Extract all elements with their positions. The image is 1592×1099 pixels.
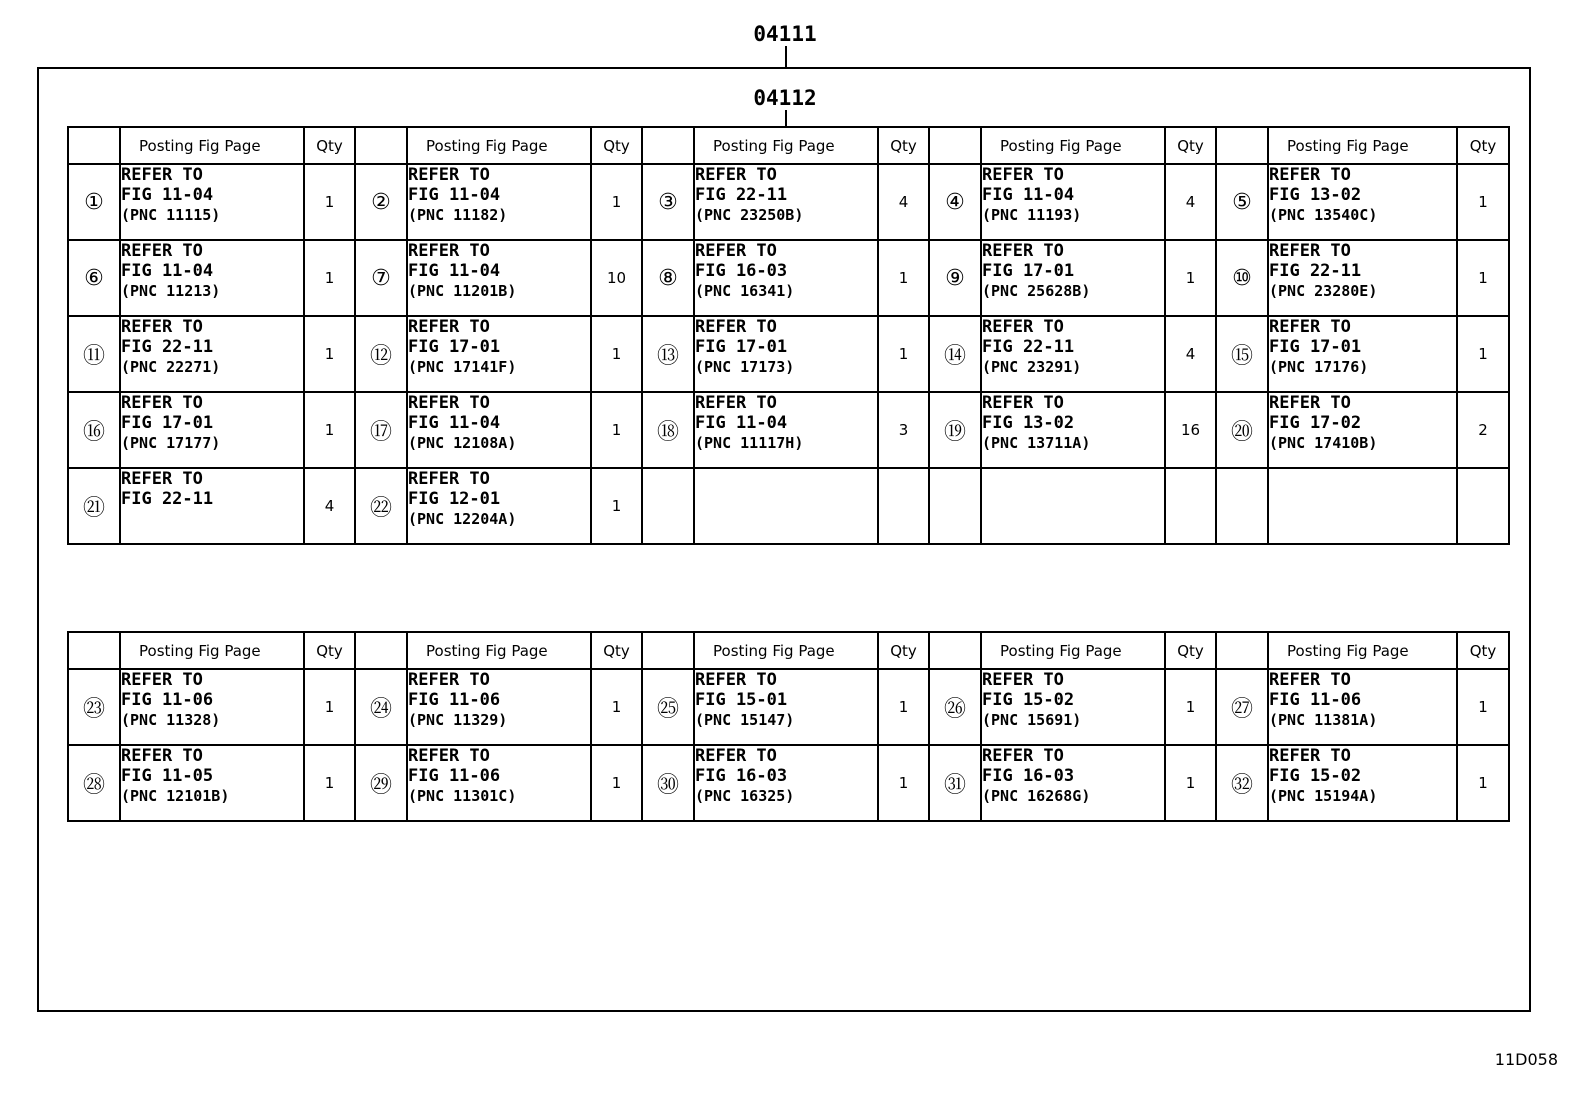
refer-to-cell xyxy=(407,316,591,392)
item-number: ⑰ xyxy=(355,392,407,468)
header-posting-fig-page: Posting Fig Page xyxy=(407,127,591,164)
fig-page-ref: FIG 22-11 xyxy=(121,337,214,357)
item-number: ㉚ xyxy=(642,745,694,821)
refer-to-cell xyxy=(120,468,304,544)
pnc-ref: (PNC 23250B) xyxy=(695,206,804,224)
pnc-ref: (PNC 11329) xyxy=(408,711,508,729)
pnc-ref: (PNC 12101B) xyxy=(121,787,230,805)
refer-to-cell xyxy=(694,392,878,468)
fig-page-ref: FIG 11-04 xyxy=(121,261,214,281)
fig-page-ref: FIG 13-02 xyxy=(982,413,1075,433)
item-number: ㉑ xyxy=(68,468,120,544)
qty-value: 1 xyxy=(1457,164,1509,240)
refer-to-line: REFER TO xyxy=(1269,393,1351,413)
header-qty: Qty xyxy=(878,127,929,164)
inner-assembly-label: 04112 xyxy=(753,86,817,110)
refer-to-line: REFER TO xyxy=(408,670,490,690)
qty-value: 1 xyxy=(1457,316,1509,392)
pnc-ref: (PNC 17177) xyxy=(121,434,221,452)
fig-page-ref: FIG 11-04 xyxy=(121,185,214,205)
refer-to-line: REFER TO xyxy=(695,393,777,413)
fig-page-ref: FIG 16-03 xyxy=(982,766,1075,786)
refer-to-cell xyxy=(407,392,591,468)
parts-reference-table-1 xyxy=(67,126,1510,545)
pnc-ref: (PNC 12108A) xyxy=(408,434,517,452)
table-row xyxy=(68,164,1509,240)
table-header-row xyxy=(68,632,1509,669)
header-index-cell xyxy=(1216,127,1268,164)
refer-to-line: REFER TO xyxy=(408,746,490,766)
pnc-ref: (PNC 15147) xyxy=(695,711,795,729)
header-index-cell xyxy=(68,127,120,164)
parts-reference-table-2 xyxy=(67,631,1510,822)
qty-value: 1 xyxy=(878,745,929,821)
fig-page-ref: FIG 22-11 xyxy=(121,489,214,509)
header-posting-fig-page: Posting Fig Page xyxy=(407,632,591,669)
pnc-ref: (PNC 16268G) xyxy=(982,787,1091,805)
qty-value: 1 xyxy=(591,669,642,745)
header-index-cell xyxy=(929,127,981,164)
refer-to-cell xyxy=(1268,164,1457,240)
item-number: ⑬ xyxy=(642,316,694,392)
header-qty: Qty xyxy=(1457,127,1509,164)
item-number: ㉓ xyxy=(68,669,120,745)
fig-page-ref: FIG 16-03 xyxy=(695,766,788,786)
fig-page-ref: FIG 17-01 xyxy=(408,337,501,357)
header-index-cell xyxy=(355,632,407,669)
refer-to-line: REFER TO xyxy=(121,469,203,489)
item-number xyxy=(929,468,981,544)
item-number: ⑨ xyxy=(929,240,981,316)
pnc-ref: (PNC 15691) xyxy=(982,711,1082,729)
item-number: ⑭ xyxy=(929,316,981,392)
refer-to-cell xyxy=(981,745,1165,821)
qty-value: 1 xyxy=(591,468,642,544)
table-row xyxy=(68,316,1509,392)
qty-value: 1 xyxy=(304,164,355,240)
refer-to-cell xyxy=(120,164,304,240)
pnc-ref: (PNC 15194A) xyxy=(1269,787,1378,805)
qty-value: 4 xyxy=(1165,316,1216,392)
header-qty: Qty xyxy=(1165,127,1216,164)
refer-to-cell xyxy=(120,392,304,468)
item-number: ㉖ xyxy=(929,669,981,745)
refer-to-line: REFER TO xyxy=(121,165,203,185)
header-index-cell xyxy=(1216,632,1268,669)
inner-leader-line xyxy=(785,110,787,126)
qty-value: 1 xyxy=(1165,669,1216,745)
pnc-ref: (PNC 11115) xyxy=(121,206,221,224)
item-number: ㉕ xyxy=(642,669,694,745)
item-number: ⑳ xyxy=(1216,392,1268,468)
fig-page-ref: FIG 11-05 xyxy=(121,766,214,786)
qty-value: 16 xyxy=(1165,392,1216,468)
fig-page-ref: FIG 11-04 xyxy=(695,413,788,433)
refer-to-line: REFER TO xyxy=(408,469,490,489)
refer-to-line: REFER TO xyxy=(121,670,203,690)
item-number: ⑩ xyxy=(1216,240,1268,316)
refer-to-cell xyxy=(694,164,878,240)
header-qty: Qty xyxy=(878,632,929,669)
pnc-ref: (PNC 13540C) xyxy=(1269,206,1378,224)
fig-page-ref: FIG 17-01 xyxy=(695,337,788,357)
header-posting-fig-page: Posting Fig Page xyxy=(694,632,878,669)
item-number: ⑧ xyxy=(642,240,694,316)
qty-value: 1 xyxy=(1457,745,1509,821)
refer-to-cell xyxy=(407,164,591,240)
pnc-ref: (PNC 17173) xyxy=(695,358,795,376)
refer-to-line: REFER TO xyxy=(982,165,1064,185)
refer-to-cell xyxy=(694,316,878,392)
fig-page-ref: FIG 15-02 xyxy=(982,690,1075,710)
header-posting-fig-page: Posting Fig Page xyxy=(694,127,878,164)
header-qty: Qty xyxy=(1457,632,1509,669)
fig-page-ref: FIG 17-01 xyxy=(982,261,1075,281)
pnc-ref: (PNC 11328) xyxy=(121,711,221,729)
refer-to-line: REFER TO xyxy=(695,241,777,261)
table-row xyxy=(68,240,1509,316)
item-number: ㉛ xyxy=(929,745,981,821)
refer-to-cell xyxy=(981,468,1165,544)
qty-value: 1 xyxy=(1165,240,1216,316)
refer-to-line: REFER TO xyxy=(408,393,490,413)
fig-page-ref: FIG 11-04 xyxy=(408,413,501,433)
qty-value: 1 xyxy=(1457,669,1509,745)
refer-to-line: REFER TO xyxy=(408,165,490,185)
header-qty: Qty xyxy=(1165,632,1216,669)
refer-to-cell xyxy=(407,240,591,316)
qty-value: 1 xyxy=(304,745,355,821)
refer-to-cell xyxy=(407,669,591,745)
refer-to-line: REFER TO xyxy=(982,670,1064,690)
header-index-cell xyxy=(355,127,407,164)
refer-to-line: REFER TO xyxy=(982,241,1064,261)
qty-value: 1 xyxy=(1457,240,1509,316)
table-row xyxy=(68,745,1509,821)
qty-value xyxy=(1165,468,1216,544)
refer-to-line: REFER TO xyxy=(121,393,203,413)
refer-to-cell xyxy=(1268,316,1457,392)
refer-to-line: REFER TO xyxy=(982,317,1064,337)
fig-page-ref: FIG 11-06 xyxy=(1269,690,1362,710)
refer-to-line: REFER TO xyxy=(695,746,777,766)
refer-to-cell xyxy=(1268,745,1457,821)
fig-page-ref: FIG 15-02 xyxy=(1269,766,1362,786)
qty-value: 4 xyxy=(878,164,929,240)
item-number: ⑱ xyxy=(642,392,694,468)
item-number: ㉔ xyxy=(355,669,407,745)
qty-value: 1 xyxy=(591,392,642,468)
fig-page-ref: FIG 11-06 xyxy=(408,690,501,710)
item-number: ③ xyxy=(642,164,694,240)
item-number: ㉒ xyxy=(355,468,407,544)
qty-value xyxy=(1457,468,1509,544)
pnc-ref: (PNC 12204A) xyxy=(408,510,517,528)
refer-to-line: REFER TO xyxy=(982,393,1064,413)
qty-value: 4 xyxy=(304,468,355,544)
header-qty: Qty xyxy=(591,127,642,164)
pnc-ref: (PNC 16341) xyxy=(695,282,795,300)
refer-to-cell xyxy=(1268,669,1457,745)
qty-value: 1 xyxy=(878,316,929,392)
refer-to-cell xyxy=(981,240,1165,316)
item-number: ④ xyxy=(929,164,981,240)
refer-to-cell xyxy=(694,240,878,316)
item-number: ⑯ xyxy=(68,392,120,468)
item-number: ⑮ xyxy=(1216,316,1268,392)
refer-to-line: REFER TO xyxy=(408,317,490,337)
pnc-ref: (PNC 23291) xyxy=(982,358,1082,376)
refer-to-cell xyxy=(694,468,878,544)
qty-value: 1 xyxy=(1165,745,1216,821)
refer-to-line: REFER TO xyxy=(121,241,203,261)
pnc-ref: (PNC 17176) xyxy=(1269,358,1369,376)
item-number: ㉙ xyxy=(355,745,407,821)
item-number: ① xyxy=(68,164,120,240)
item-number xyxy=(642,468,694,544)
refer-to-line: REFER TO xyxy=(695,317,777,337)
item-number: ㉗ xyxy=(1216,669,1268,745)
pnc-ref: (PNC 11201B) xyxy=(408,282,517,300)
refer-to-cell xyxy=(694,745,878,821)
refer-to-line: REFER TO xyxy=(1269,317,1351,337)
refer-to-cell xyxy=(981,669,1165,745)
fig-page-ref: FIG 22-11 xyxy=(1269,261,1362,281)
fig-page-ref: FIG 11-04 xyxy=(408,185,501,205)
qty-value: 1 xyxy=(304,240,355,316)
pnc-ref: (PNC 11182) xyxy=(408,206,508,224)
refer-to-cell xyxy=(120,240,304,316)
qty-value: 1 xyxy=(591,164,642,240)
fig-page-ref: FIG 17-01 xyxy=(1269,337,1362,357)
pnc-ref: (PNC 13711A) xyxy=(982,434,1091,452)
refer-to-cell xyxy=(1268,240,1457,316)
fig-page-ref: FIG 17-02 xyxy=(1269,413,1362,433)
qty-value: 1 xyxy=(878,669,929,745)
outer-assembly-label: 04111 xyxy=(753,22,817,46)
qty-value: 1 xyxy=(591,316,642,392)
header-posting-fig-page: Posting Fig Page xyxy=(120,127,304,164)
refer-to-cell xyxy=(1268,468,1457,544)
header-posting-fig-page: Posting Fig Page xyxy=(1268,127,1457,164)
item-number: ⑤ xyxy=(1216,164,1268,240)
header-qty: Qty xyxy=(304,632,355,669)
header-index-cell xyxy=(929,632,981,669)
refer-to-cell xyxy=(120,745,304,821)
pnc-ref: (PNC 22271) xyxy=(121,358,221,376)
pnc-ref: (PNC 11193) xyxy=(982,206,1082,224)
qty-value: 1 xyxy=(304,669,355,745)
item-number xyxy=(1216,468,1268,544)
table-header-row xyxy=(68,127,1509,164)
refer-to-cell xyxy=(981,164,1165,240)
refer-to-line: REFER TO xyxy=(695,670,777,690)
pnc-ref: (PNC 11213) xyxy=(121,282,221,300)
pnc-ref: (PNC 11381A) xyxy=(1269,711,1378,729)
fig-page-ref: FIG 13-02 xyxy=(1269,185,1362,205)
header-posting-fig-page: Posting Fig Page xyxy=(981,127,1165,164)
refer-to-cell xyxy=(120,669,304,745)
header-index-cell xyxy=(68,632,120,669)
refer-to-line: REFER TO xyxy=(408,241,490,261)
fig-page-ref: FIG 15-01 xyxy=(695,690,788,710)
pnc-ref: (PNC 23280E) xyxy=(1269,282,1378,300)
item-number: ⑫ xyxy=(355,316,407,392)
qty-value: 2 xyxy=(1457,392,1509,468)
refer-to-cell xyxy=(407,468,591,544)
header-posting-fig-page: Posting Fig Page xyxy=(120,632,304,669)
item-number: ⑥ xyxy=(68,240,120,316)
qty-value: 1 xyxy=(591,745,642,821)
table-row xyxy=(68,669,1509,745)
qty-value: 1 xyxy=(304,392,355,468)
pnc-ref: (PNC 11117H) xyxy=(695,434,804,452)
refer-to-cell xyxy=(694,669,878,745)
refer-to-line: REFER TO xyxy=(121,317,203,337)
qty-value: 1 xyxy=(304,316,355,392)
fig-page-ref: FIG 11-06 xyxy=(408,766,501,786)
refer-to-line: REFER TO xyxy=(1269,670,1351,690)
refer-to-line: REFER TO xyxy=(1269,746,1351,766)
fig-page-ref: FIG 11-06 xyxy=(121,690,214,710)
qty-value: 10 xyxy=(591,240,642,316)
refer-to-cell xyxy=(981,316,1165,392)
qty-value: 4 xyxy=(1165,164,1216,240)
header-index-cell xyxy=(642,632,694,669)
refer-to-cell xyxy=(981,392,1165,468)
fig-page-ref: FIG 17-01 xyxy=(121,413,214,433)
pnc-ref: (PNC 17141F) xyxy=(408,358,517,376)
qty-value: 3 xyxy=(878,392,929,468)
fig-page-ref: FIG 12-01 xyxy=(408,489,501,509)
fig-page-ref: FIG 22-11 xyxy=(695,185,788,205)
refer-to-line: REFER TO xyxy=(121,746,203,766)
item-number: ㉘ xyxy=(68,745,120,821)
header-posting-fig-page: Posting Fig Page xyxy=(981,632,1165,669)
header-index-cell xyxy=(642,127,694,164)
refer-to-line: REFER TO xyxy=(1269,165,1351,185)
table-row xyxy=(68,392,1509,468)
fig-page-ref: FIG 11-04 xyxy=(408,261,501,281)
qty-value: 1 xyxy=(878,240,929,316)
fig-page-ref: FIG 11-04 xyxy=(982,185,1075,205)
refer-to-line: REFER TO xyxy=(1269,241,1351,261)
item-number: ⑦ xyxy=(355,240,407,316)
item-number: ② xyxy=(355,164,407,240)
pnc-ref: (PNC 16325) xyxy=(695,787,795,805)
pnc-ref: (PNC 17410B) xyxy=(1269,434,1378,452)
refer-to-cell xyxy=(1268,392,1457,468)
refer-to-cell xyxy=(407,745,591,821)
refer-to-line: REFER TO xyxy=(982,746,1064,766)
header-posting-fig-page: Posting Fig Page xyxy=(1268,632,1457,669)
header-qty: Qty xyxy=(591,632,642,669)
item-number: ㉜ xyxy=(1216,745,1268,821)
outer-leader-line xyxy=(785,46,787,67)
fig-page-ref: FIG 22-11 xyxy=(982,337,1075,357)
qty-value xyxy=(878,468,929,544)
pnc-ref: (PNC 25628B) xyxy=(982,282,1091,300)
item-number: ⑪ xyxy=(68,316,120,392)
refer-to-line: REFER TO xyxy=(695,165,777,185)
fig-page-ref: FIG 16-03 xyxy=(695,261,788,281)
item-number: ⑲ xyxy=(929,392,981,468)
pnc-ref: (PNC 11301C) xyxy=(408,787,517,805)
table-row xyxy=(68,468,1509,544)
illustration-code: 11D058 xyxy=(1494,1050,1558,1069)
header-qty: Qty xyxy=(304,127,355,164)
refer-to-cell xyxy=(120,316,304,392)
